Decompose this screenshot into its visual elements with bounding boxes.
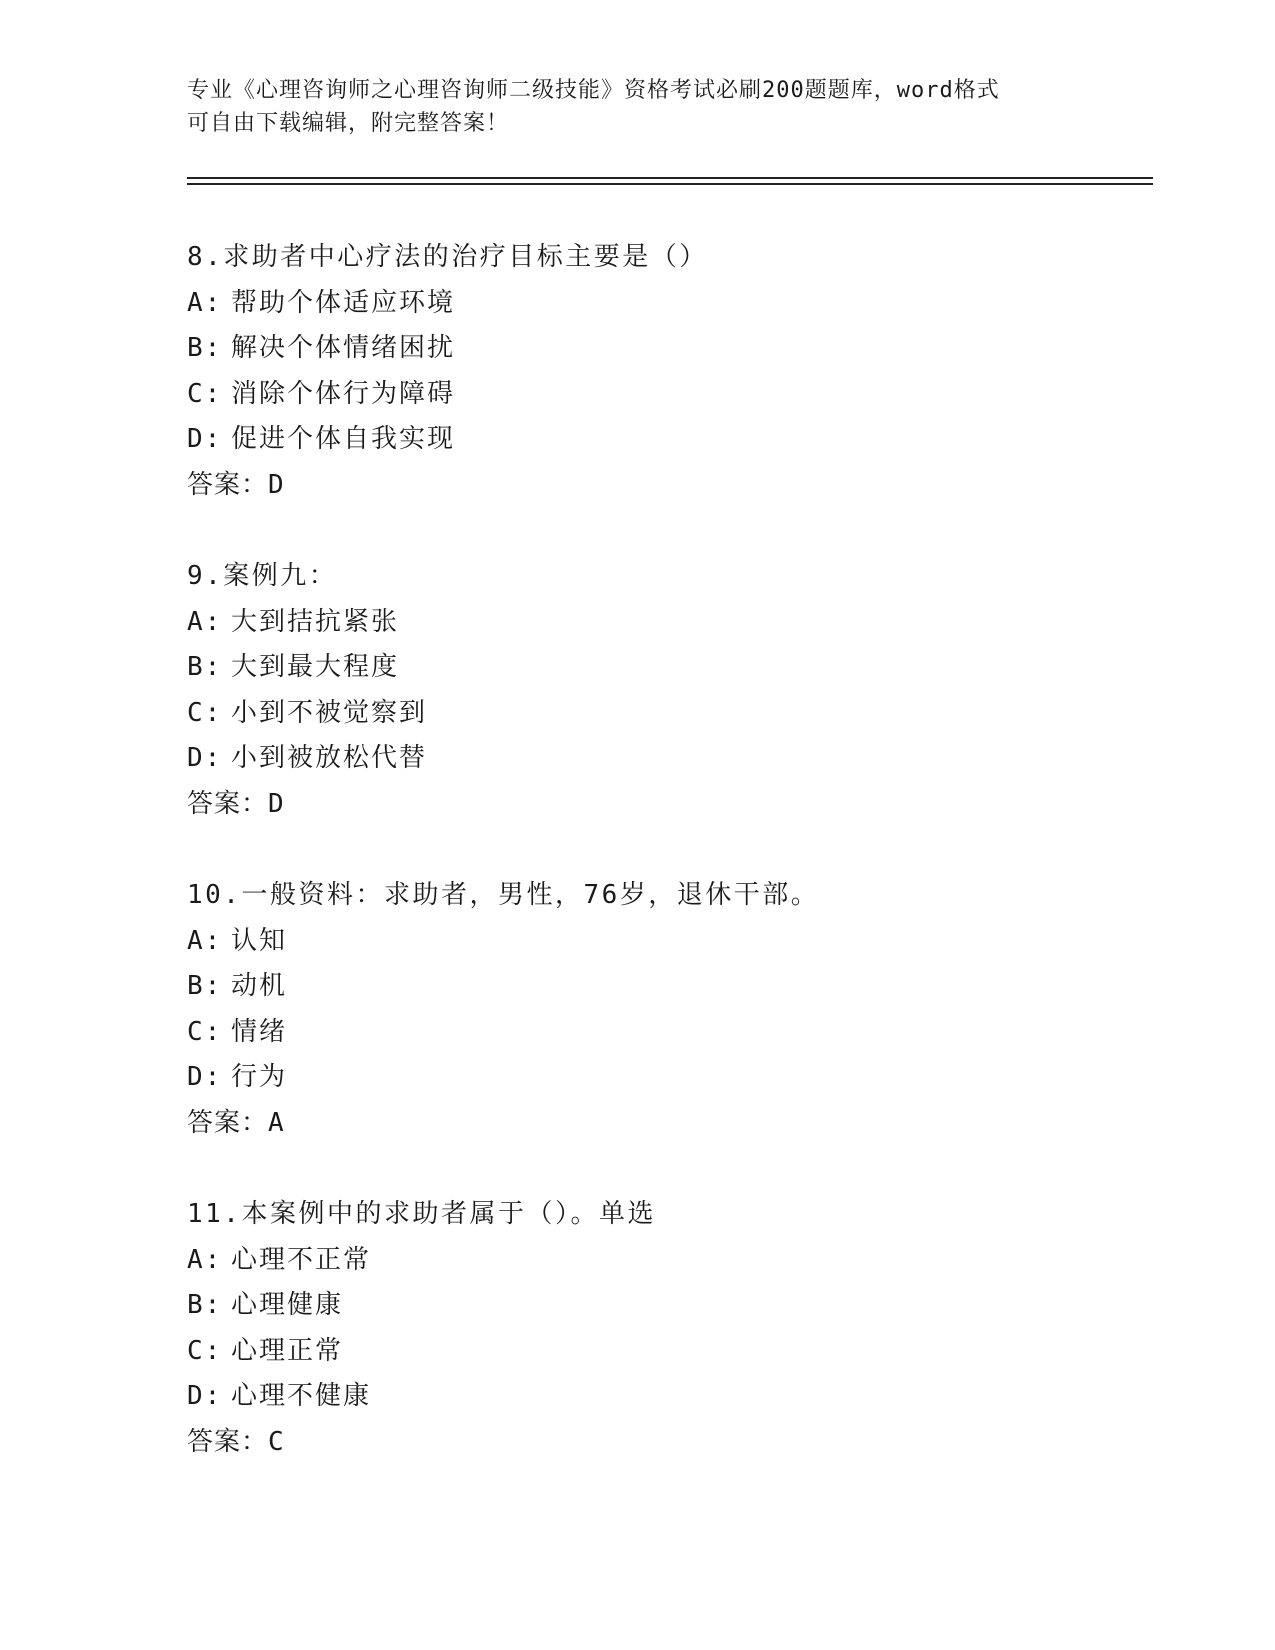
option-a xyxy=(187,600,1147,646)
option-c xyxy=(187,691,1147,737)
answer-line: 答案：D xyxy=(187,788,285,819)
option-text: 解决个体情绪困扰 xyxy=(231,333,456,363)
option-letter: C: xyxy=(187,378,223,409)
option-text: 心理正常 xyxy=(231,1335,344,1366)
option-c xyxy=(187,1329,1147,1375)
header-line-1: 专业《心理咨询师之心理咨询师二级技能》资格考试必刷200题题库，word格式 xyxy=(187,78,1000,103)
option-c xyxy=(187,1010,1147,1056)
option-text: 大到最大程度 xyxy=(231,652,400,682)
option-b xyxy=(187,1283,1147,1329)
option-text: 心理不正常 xyxy=(231,1244,372,1275)
document-header xyxy=(187,74,1087,140)
option-letter: A: xyxy=(187,925,223,956)
option-text: 行为 xyxy=(231,1062,288,1092)
option-b xyxy=(187,964,1147,1010)
question-list xyxy=(187,235,1147,1511)
answer-line: 答案：C xyxy=(187,1426,285,1457)
option-text: 情绪 xyxy=(231,1016,288,1047)
header-divider-top xyxy=(187,177,1153,179)
option-d xyxy=(187,1055,1147,1101)
option-letter: B: xyxy=(187,971,223,1001)
question-11 xyxy=(187,1192,1147,1511)
option-letter: C: xyxy=(187,697,223,728)
option-letter: A: xyxy=(187,1244,223,1275)
option-text: 大到拮抗紧张 xyxy=(231,606,400,637)
question-9 xyxy=(187,554,1147,873)
answer-line: 答案：A xyxy=(187,1107,285,1138)
option-text: 帮助个体适应环境 xyxy=(231,287,456,318)
option-letter: B: xyxy=(187,652,223,682)
option-letter: C: xyxy=(187,1016,223,1047)
question-stem: 11.本案例中的求助者属于（）。单选 xyxy=(187,1199,656,1229)
option-letter: B: xyxy=(187,1290,223,1320)
answer-line: 答案：D xyxy=(187,469,285,500)
question-stem: 9.案例九： xyxy=(187,561,338,591)
option-letter: D: xyxy=(187,1381,223,1411)
option-letter: A: xyxy=(187,606,223,637)
option-a xyxy=(187,281,1147,327)
header-divider-bottom xyxy=(187,183,1153,185)
option-c xyxy=(187,372,1147,418)
option-letter: D: xyxy=(187,743,223,773)
option-b xyxy=(187,326,1147,372)
option-letter: A: xyxy=(187,287,223,318)
question-stem: 10.一般资料：求助者，男性，76岁，退休干部。 xyxy=(187,880,820,910)
option-a xyxy=(187,1238,1147,1284)
question-stem: 8.求助者中心疗法的治疗目标主要是（） xyxy=(187,242,708,272)
question-10 xyxy=(187,873,1147,1192)
option-d xyxy=(187,736,1147,782)
option-letter: B: xyxy=(187,333,223,363)
option-text: 动机 xyxy=(231,971,288,1001)
option-a xyxy=(187,919,1147,965)
option-text: 认知 xyxy=(231,925,288,956)
option-text: 小到不被觉察到 xyxy=(231,697,428,728)
option-letter: D: xyxy=(187,424,223,454)
option-text: 心理不健康 xyxy=(231,1381,372,1411)
option-text: 消除个体行为障碍 xyxy=(231,378,456,409)
option-text: 心理健康 xyxy=(231,1290,344,1320)
option-text: 小到被放松代替 xyxy=(231,743,428,773)
option-b xyxy=(187,645,1147,691)
option-letter: D: xyxy=(187,1062,223,1092)
option-d xyxy=(187,1374,1147,1420)
option-text: 促进个体自我实现 xyxy=(231,424,456,454)
question-8 xyxy=(187,235,1147,554)
header-line-2: 可自由下载编辑，附完整答案！ xyxy=(187,111,510,136)
option-d xyxy=(187,417,1147,463)
option-letter: C: xyxy=(187,1335,223,1366)
